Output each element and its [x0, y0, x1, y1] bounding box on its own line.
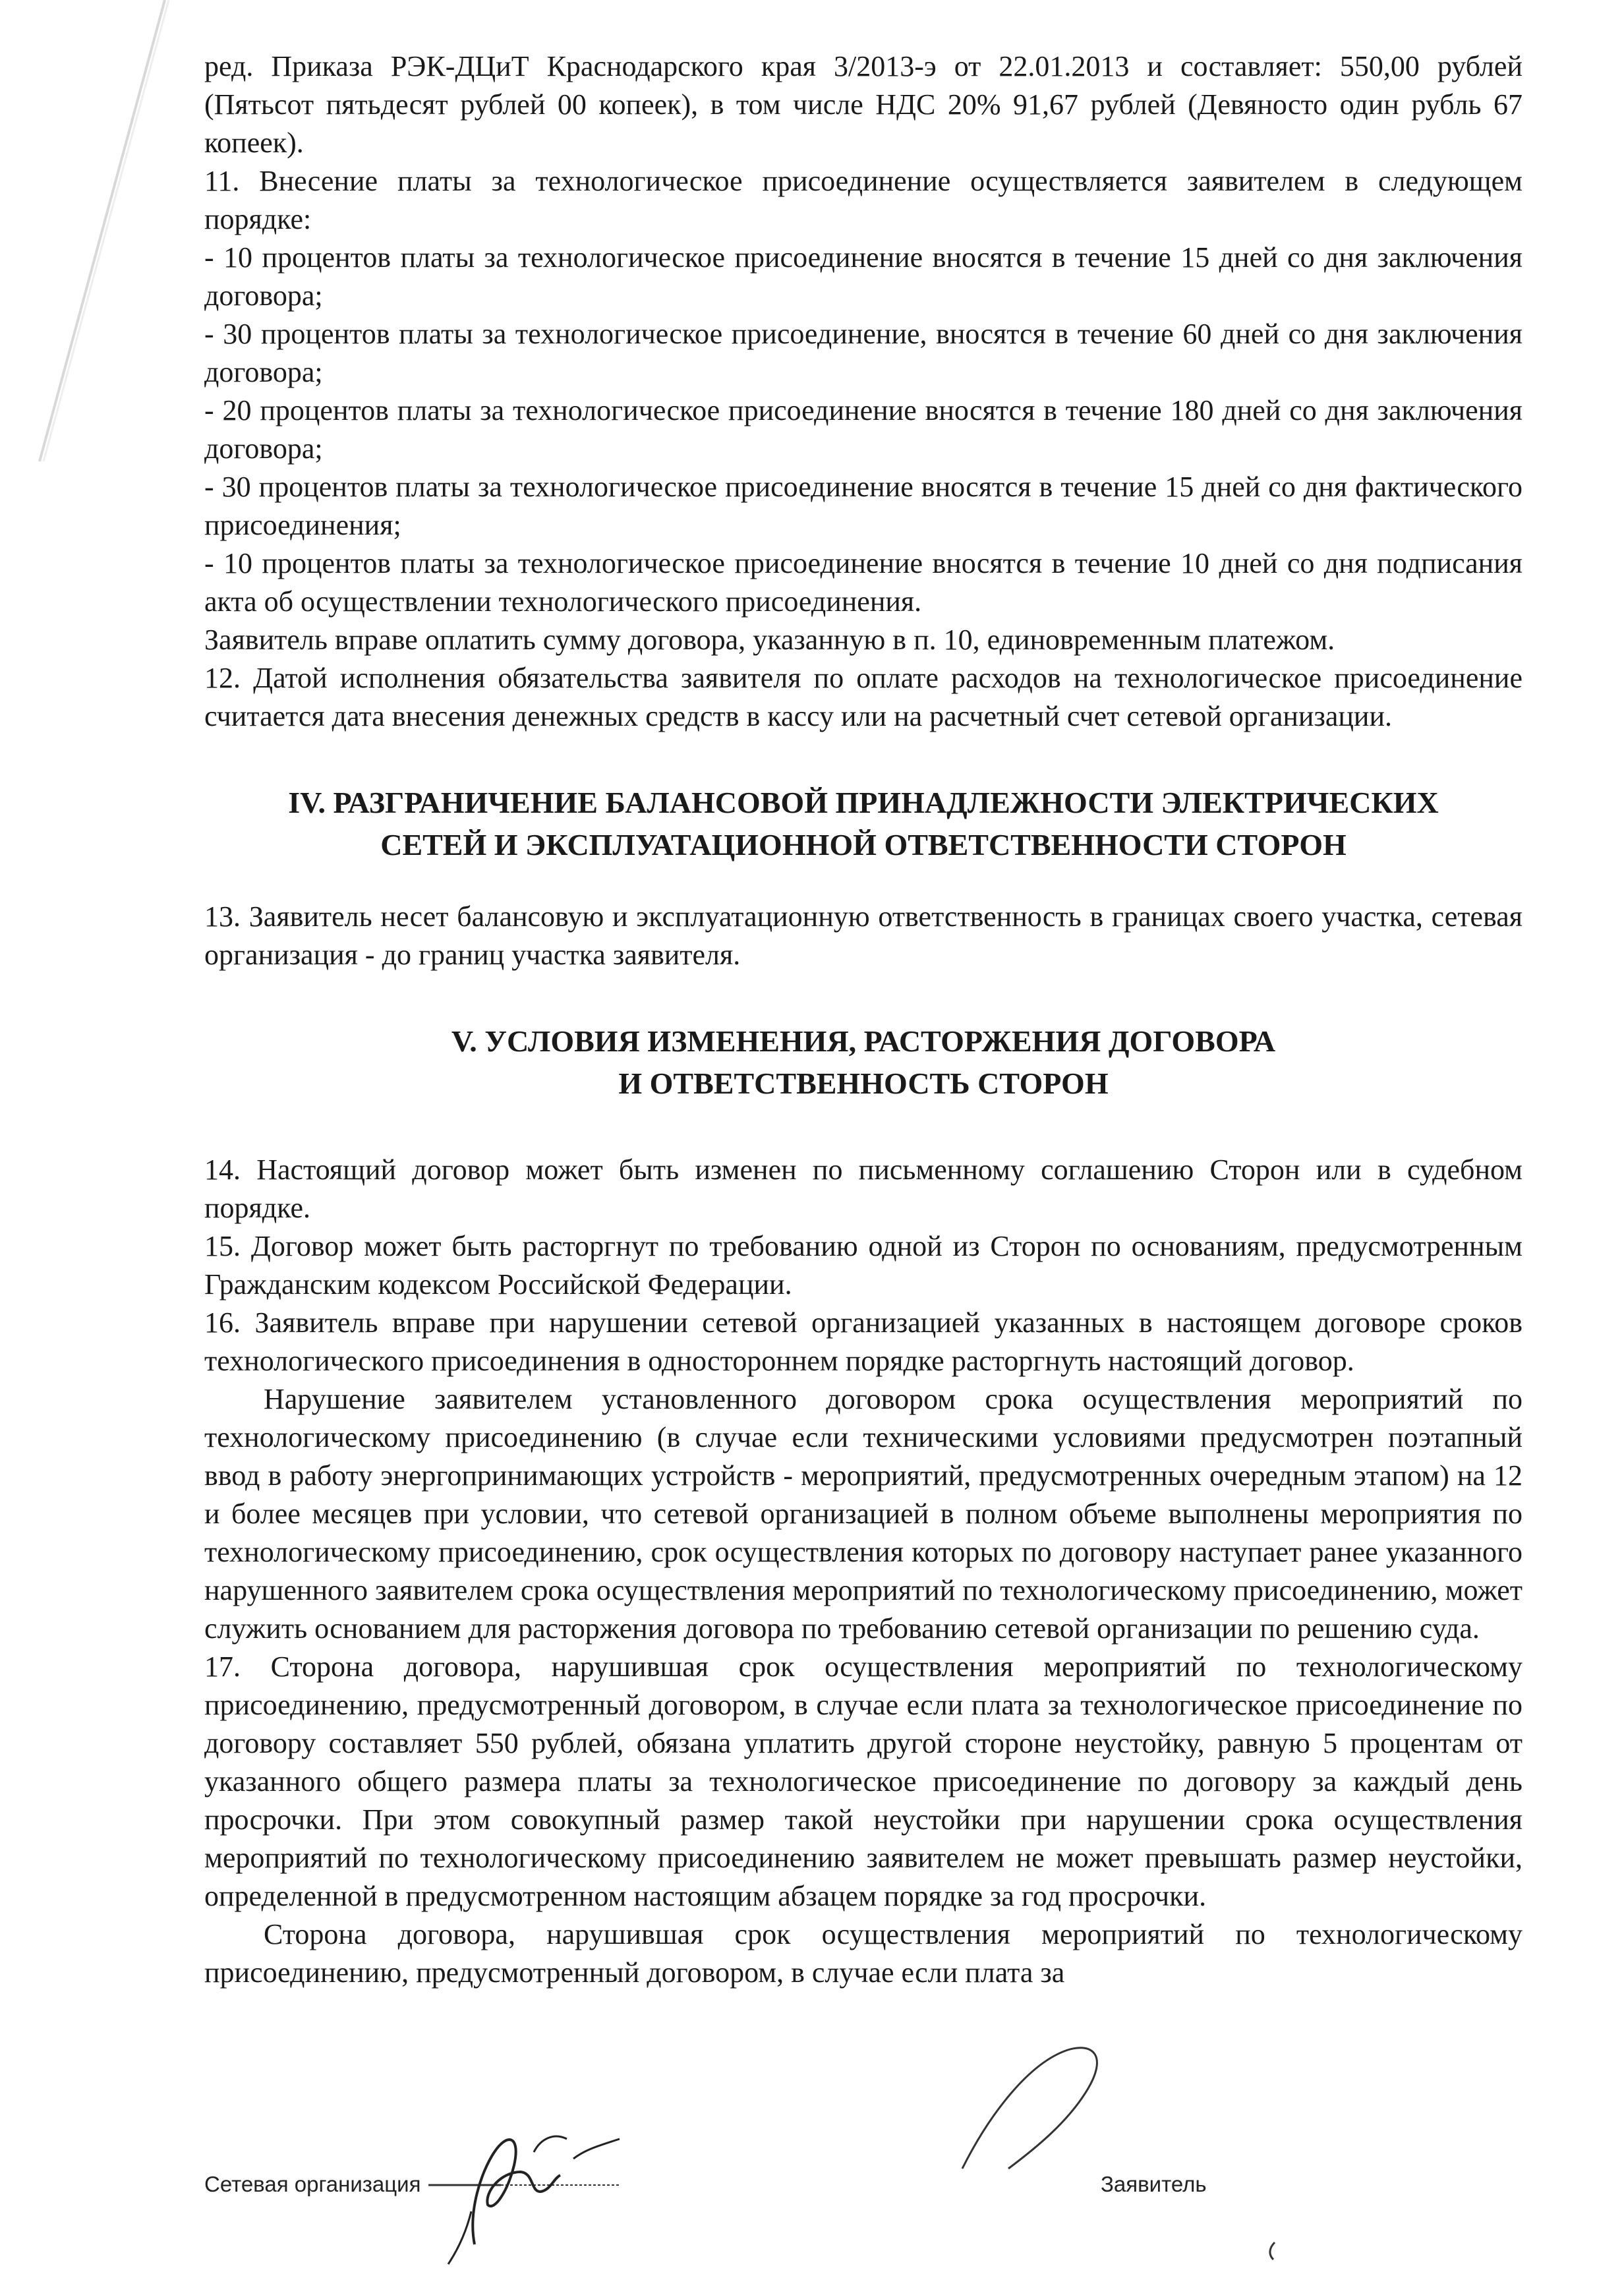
paragraph-17-continued: Сторона договора, нарушившая срок осуществления мероприятий по технологическому присоединению, предусмотренный договором, в случае если плата за	[204, 1918, 1522, 1989]
payment-item-4: - 30 процентов платы за технологическое присоединение вносятся в течение 15 дней со дня фактического присоединения;	[204, 471, 1522, 541]
grid-organization-label: Сетевая организация	[204, 2172, 421, 2196]
ink-mark-icon	[1265, 2241, 1279, 2261]
paragraph-16: 16. Заявитель вправе при нарушении сетевой организацией указанных в настоящем договоре сроков технологического присоединения в одностороннем порядке расторгнуть настоящий договор.	[204, 1306, 1522, 1377]
section-4-heading-line-2: СЕТЕЙ И ЭКСПЛУАТАЦИОННОЙ ОТВЕТСТВЕННОСТИ СТОРОН	[380, 828, 1347, 862]
section-5-heading-line-2: И ОТВЕТСТВЕННОСТЬ СТОРОН	[618, 1066, 1109, 1100]
scan-shadow-edge	[0, 0, 171, 461]
document-body	[204, 47, 1522, 1992]
section-4-heading	[204, 782, 1522, 866]
paragraph-11: 11. Внесение платы за технологическое присоединение осуществляется заявителем в следующем порядке:	[204, 165, 1522, 235]
payment-item-1: - 10 процентов платы за технологическое присоединение вносятся в течение 15 дней со дня заключения договора;	[204, 241, 1522, 312]
paragraph-15: 15. Договор может быть расторгнут по требованию одной из Сторон по основаниям, предусмотренным Гражданским кодексом Российской Федерации.	[204, 1230, 1522, 1300]
section-4-heading-line-1: IV. РАЗГРАНИЧЕНИЕ БАЛАНСОВОЙ ПРИНАДЛЕЖНОСТИ ЭЛЕКТРИЧЕСКИХ	[288, 786, 1439, 819]
paragraph-lump-sum: Заявитель вправе оплатить сумму договора, указанную в п. 10, единовременным платежом.	[204, 624, 1335, 656]
page-footer	[204, 2159, 1522, 2251]
payment-item-5: - 10 процентов платы за технологическое присоединение вносятся в течение 10 дней со дня подписания акта об осуществлении технологического присоединения.	[204, 547, 1522, 618]
paragraph-17: 17. Сторона договора, нарушившая срок осуществления мероприятий по технологическому присоединению, предусмотренный договором, в случае если плата за технологическое присоединение по договору составляет 550 рублей, обязана уплатить другой стороне неустойку, равную 5 процентам от указанного общего размера платы за технологическое присоединение по договору за каждый день просрочки. При этом совокупный размер такой неустойки при нарушении срока осуществления мероприятий по технологическому присоединению заявителем не может превышать размер неустойки, определенной в предусмотренном настоящим абзацем порядке за год просрочки.	[204, 1650, 1522, 1912]
payment-item-3: - 20 процентов платы за технологическое присоединение вносятся в течение 180 дней со дня заключения договора;	[204, 394, 1522, 465]
payment-item-2: - 30 процентов платы за технологическое присоединение, вносятся в течение 60 дней со дня заключения договора;	[204, 318, 1522, 388]
paragraph-13: 13. Заявитель несет балансовую и эксплуатационную ответственность в границах своего участка, сетевая организация - до границ участка заявителя.	[204, 900, 1522, 971]
paragraph-14: 14. Настоящий договор может быть изменен по письменному соглашению Сторон или в судебном порядке.	[204, 1154, 1522, 1224]
section-5-heading	[204, 1020, 1522, 1105]
grid-organization-signature-icon	[422, 2113, 705, 2271]
paragraph-tariff-order: ред. Приказа РЭК-ДЦиТ Краснодарского края 3/2013-э от 22.01.2013 и составляет: 550,00 рублей (Пятьсот пятьдесят рублей 00 копеек), в том числе НДС 20% 91,67 рублей (Девяносто один рубль 67 копеек).	[204, 50, 1522, 159]
paragraph-12: 12. Датой исполнения обязательства заявителя по оплате расходов на технологическое присоединение считается дата внесения денежных средств в кассу или на расчетный счет сетевой организации.	[204, 662, 1522, 732]
paragraph-16-violation: Нарушение заявителем установленного договором срока осуществления мероприятий по технологическому присоединению (в случае если техническими условиями предусмотрен поэтапный ввод в работу энергопринимающих устройств - мероприятий, предусмотренных очередным этапом) на 12 и более месяцев при условии, что сетевой организацией в полном объеме выполнены мероприятия по технологическому присоединению, срок осуществления которых по договору наступает ранее указанного нарушенного заявителем срока осуществления мероприятий по технологическому присоединению, может служить основанием для расторжения договора по требованию сетевой организации по решению суда.	[204, 1383, 1522, 1645]
section-5-heading-line-1: V. УСЛОВИЯ ИЗМЕНЕНИЯ, РАСТОРЖЕНИЯ ДОГОВОРА	[451, 1024, 1276, 1058]
applicant-label: Заявитель	[1101, 2172, 1207, 2196]
